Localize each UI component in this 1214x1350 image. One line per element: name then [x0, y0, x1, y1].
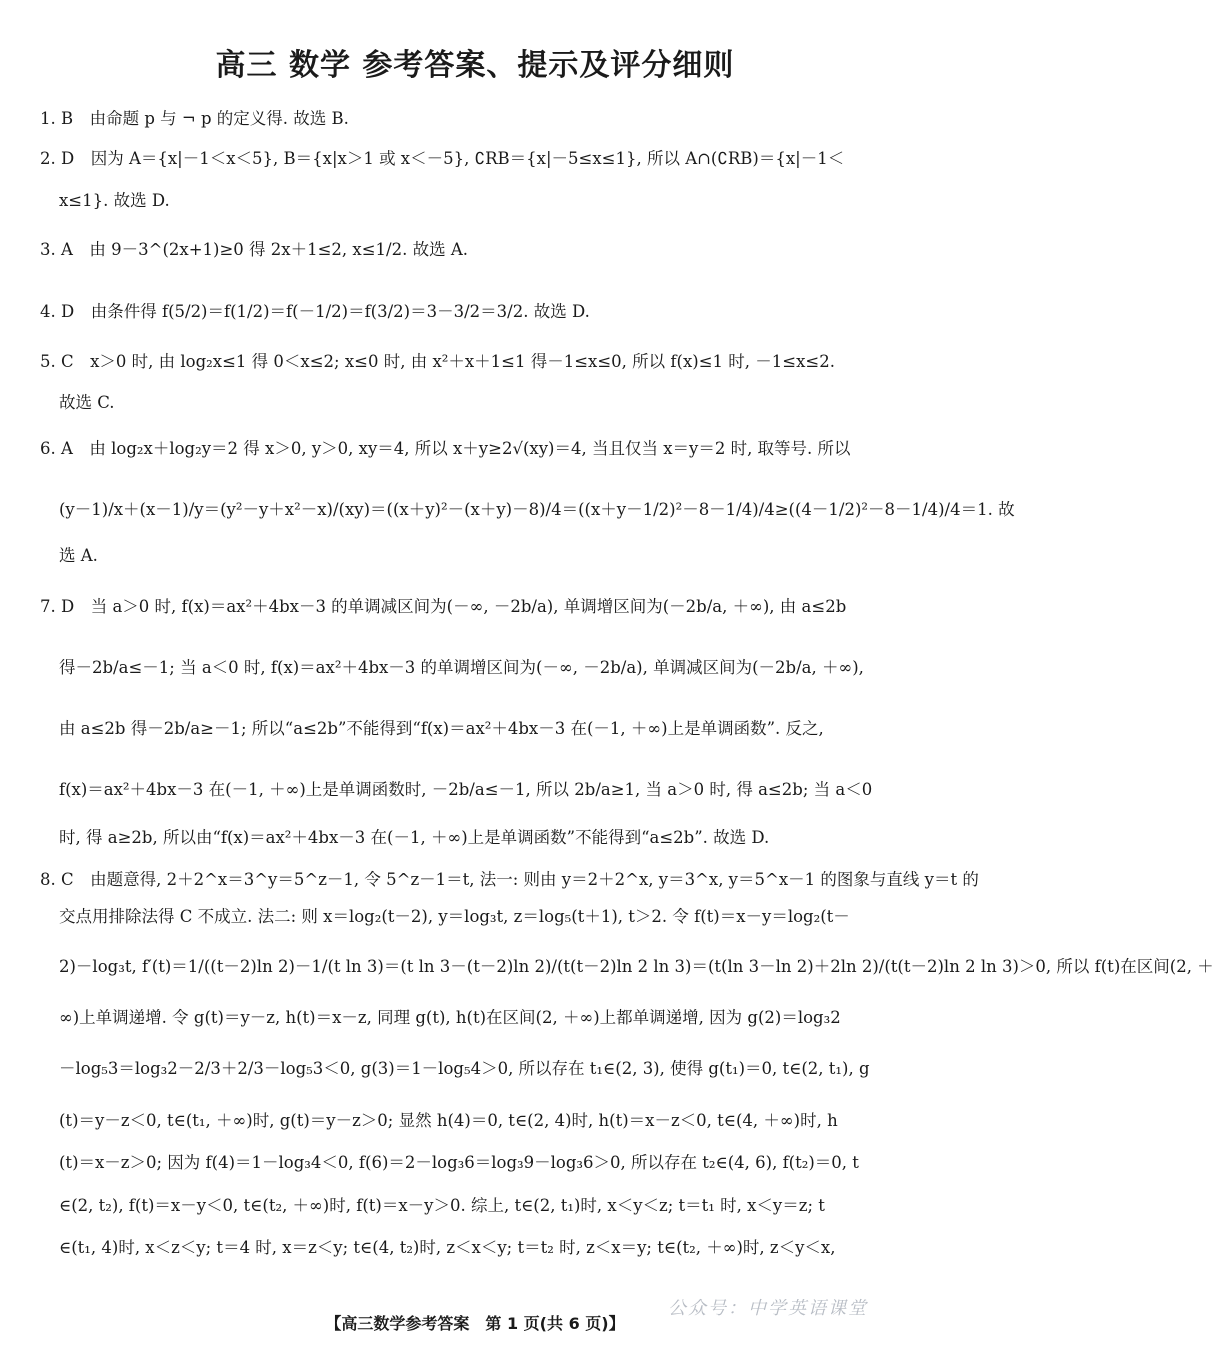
answer-line: ∈(2, t₂), f(t)＝x－y＜0, t∈(t₂, ＋∞)时, f(t)＝x－y＞0. 综上, t∈(2, t₁)时, x＜y＜z; t＝t₁ 时, x＜y＝z; t [59, 1195, 825, 1215]
watermark: 公众号：中学英语课堂 [668, 1298, 868, 1319]
answer-line: －log₅3＝log₃2－2/3＋2/3－log₅3＜0, g(3)＝1－log₅4＞0, 所以存在 t₁∈(2, 3), 使得 g(t₁)＝0, t∈(2, t₁), g [59, 1059, 870, 1079]
answer-line: 选 A. [59, 545, 98, 565]
answer-line: 7. D 当 a＞0 时, f(x)＝ax²＋4bx－3 的单调减区间为(－∞, －2b/a), 单调增区间为(－2b/a, ＋∞), 由 a≤2b [40, 597, 847, 617]
answer-line: 6. A 由 log₂x＋log₂y＝2 得 x＞0, y＞0, xy＝4, 所以 x＋y≥2√(xy)＝4, 当且仅当 x＝y＝2 时, 取等号. 所以 [40, 439, 851, 459]
page-footer: 【高三数学参考答案 第 1 页(共 6 页)】 [325, 1314, 625, 1333]
answer-line: ∈(t₁, 4)时, x＜z＜y; t＝4 时, x＝z＜y; t∈(4, t₂)时, z＜x＜y; t＝t₂ 时, z＜x＝y; t∈(t₂, ＋∞)时, z＜y＜x, [59, 1238, 836, 1258]
page-title: 高三 数学 参考答案、提示及评分细则 [215, 48, 735, 83]
answer-line: 得－2b/a≤－1; 当 a＜0 时, f(x)＝ax²＋4bx－3 的单调增区间为(－∞, －2b/a), 单调减区间为(－2b/a, ＋∞), [59, 657, 864, 677]
answer-line: 4. D 由条件得 f(5/2)＝f(1/2)＝f(－1/2)＝f(3/2)＝3－3/2＝3/2. 故选 D. [40, 301, 590, 321]
answer-line: (t)＝x－z＞0; 因为 f(4)＝1－log₃4＜0, f(6)＝2－log₃6＝log₃9－log₃6＞0, 所以存在 t₂∈(4, 6), f(t₂)＝0, t [59, 1153, 859, 1173]
answer-line: (y－1)/x＋(x－1)/y＝(y²－y＋x²－x)/(xy)＝((x＋y)²－(x＋y)－8)/4＝((x＋y－1/2)²－8－1/4)/4≥((4－1/2)²－8－1/4)/4＝1. 故 [59, 499, 1015, 519]
answer-line: 交点用排除法得 C 不成立. 法二: 则 x＝log₂(t－2), y＝log₃t, z＝log₅(t＋1), t＞2. 令 f(t)＝x－y＝log₂(t－ [59, 907, 850, 926]
answer-line: ∞)上单调递增. 令 g(t)＝y－z, h(t)＝x－z, 同理 g(t), h(t)在区间(2, ＋∞)上都单调递增, 因为 g(2)＝log₃2 [59, 1007, 841, 1027]
answer-line: (t)＝y－z＜0, t∈(t₁, ＋∞)时, g(t)＝y－z＞0; 显然 h(4)＝0, t∈(2, 4)时, h(t)＝x－z＜0, t∈(4, ＋∞)时, h [59, 1110, 838, 1130]
answer-line: 故选 C. [59, 392, 115, 412]
answer-line: 8. C 由题意得, 2＋2^x＝3^y＝5^z－1, 令 5^z－1＝t, 法一: 则由 y＝2＋2^x, y＝3^x, y＝5^x－1 的图象与直线 y＝t 的 [40, 869, 979, 889]
answer-body [40, 108, 1214, 1259]
answer-line: 由 a≤2b 得－2b/a≥－1; 所以“a≤2b”不能得到“f(x)＝ax²＋4bx－3 在(－1, ＋∞)上是单调函数”. 反之, [59, 719, 824, 739]
answer-line: f(x)＝ax²＋4bx－3 在(－1, ＋∞)上是单调函数时, －2b/a≤－1, 所以 2b/a≥1, 当 a＞0 时, 得 a≤2b; 当 a＜0 [59, 779, 873, 799]
answer-line: 2. D 因为 A＝{x|－1＜x＜5}, B＝{x|x＞1 或 x＜－5}, ∁RB＝{x|－5≤x≤1}, 所以 A∩(∁RB)＝{x|－1＜ [40, 149, 845, 169]
answer-line: 1. B 由命题 p 与 ¬ p 的定义得. 故选 B. [40, 109, 349, 128]
answer-line: 5. C x＞0 时, 由 log₂x≤1 得 0＜x≤2; x≤0 时, 由 x²＋x＋1≤1 得－1≤x≤0, 所以 f(x)≤1 时, －1≤x≤2. [40, 352, 835, 372]
answer-line: x≤1}. 故选 D. [59, 190, 170, 210]
answer-line: 2)－log₃t, f′(t)＝1/((t－2)ln 2)－1/(t ln 3)＝(t ln 3－(t－2)ln 2)/(t(t－2)ln 2 ln 3)＝(t(ln 3－ln 2)＋2ln 2)/(t(t－2)ln 2 ln 3)＞0, 所以 f(t)在区间(2, ＋ [59, 957, 1214, 977]
answer-line: 3. A 由 9－3^(2x+1)≥0 得 2x＋1≤2, x≤1/2. 故选 A. [40, 240, 468, 260]
answer-line: 时, 得 a≥2b, 所以由“f(x)＝ax²＋4bx－3 在(－1, ＋∞)上是单调函数”不能得到“a≤2b”. 故选 D. [59, 828, 770, 848]
